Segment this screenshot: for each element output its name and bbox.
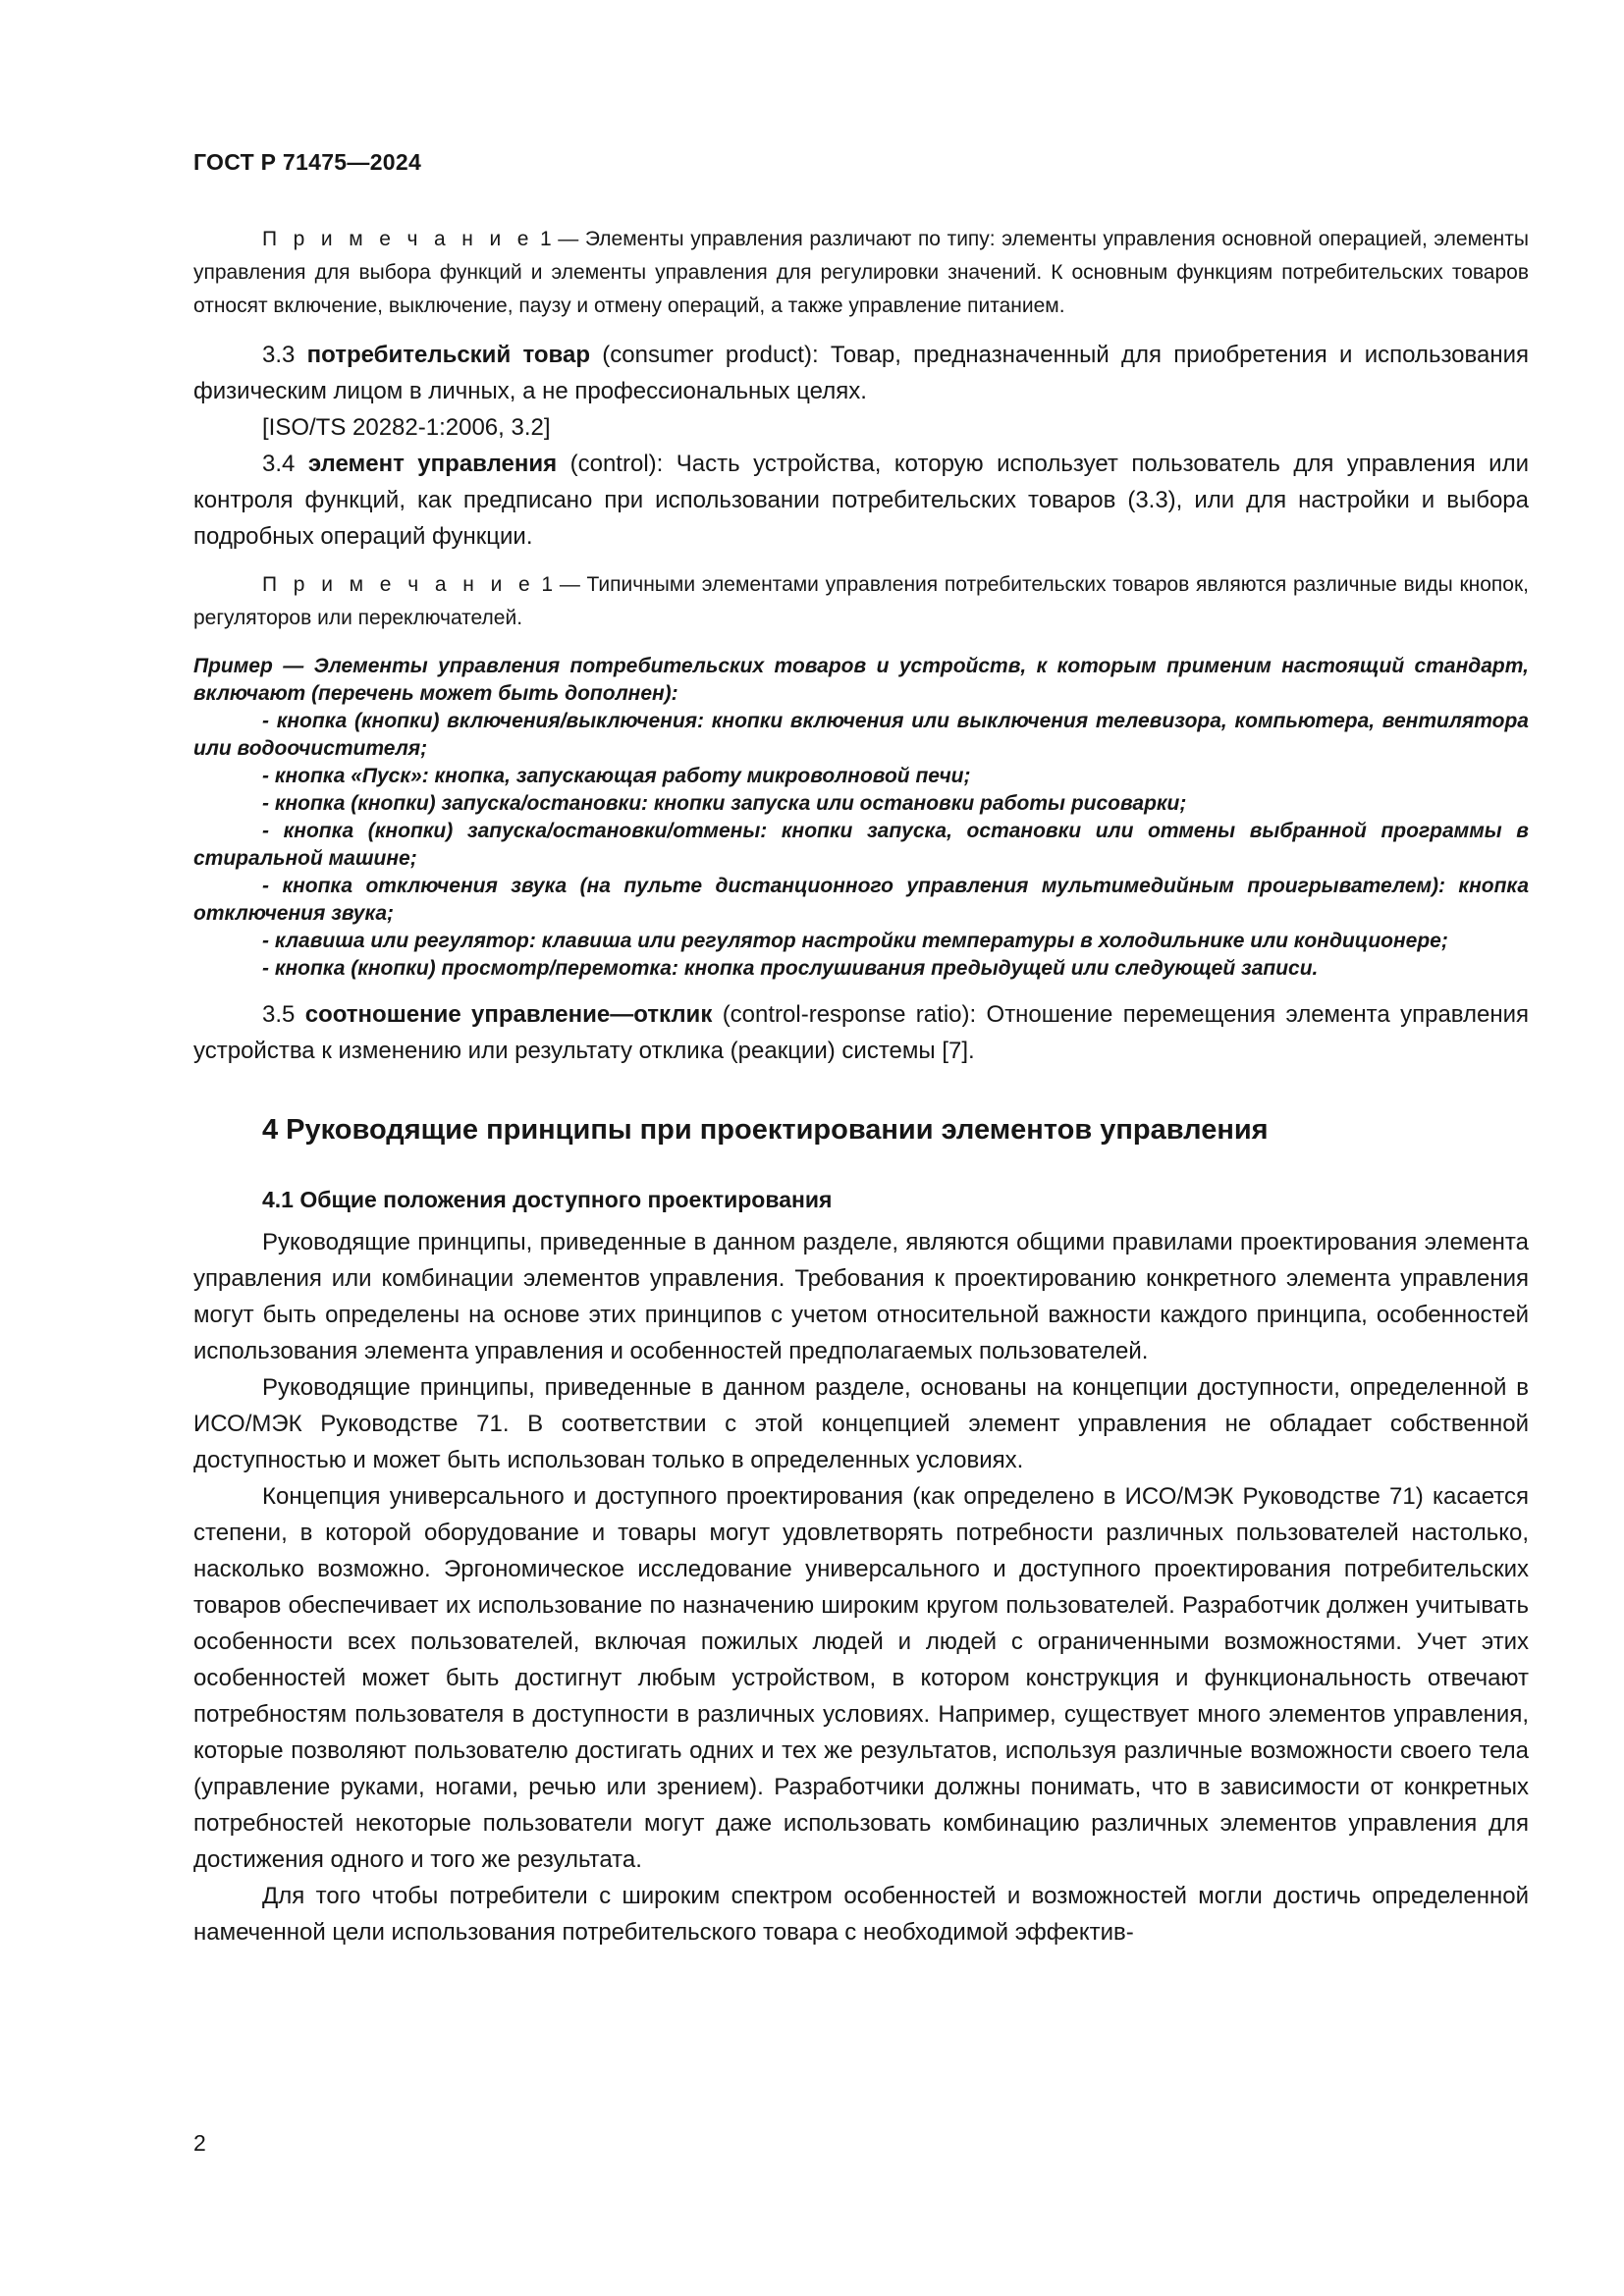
definition-term: элемент управления: [307, 451, 558, 477]
example-block: [193, 653, 1529, 983]
definition-3-4: [193, 446, 1529, 555]
section-4-1-paragraph: Руководящие принципы, приведенные в данном разделе, основаны на концепции доступности, определенной в ИСО/МЭК Руководстве 71. В соответствии с этой концепцией элемент управления не обладает собственной доступностью и может быть использован только в определенных условиях.: [193, 1374, 1529, 1473]
definition-text: (consumer product): Товар, предназначенный для приобретения и использования физическим лицом в личных, а не профессиональных целях.: [193, 342, 1530, 404]
example-item: - кнопка отключения звука (на пульте дистанционного управления мультимедийным проигрывателем): кнопка отключения звука;: [193, 875, 1529, 925]
definition-term: потребительский товар: [306, 342, 591, 368]
note-label: П р и м е ч а н и е: [262, 228, 534, 250]
definition-3-3-reference: [ISO/TS 20282-1:2006, 3.2]: [262, 414, 551, 441]
page-number: 2: [193, 2130, 206, 2156]
definition-number: 3.5: [262, 1001, 305, 1028]
note-text: 1 — Типичными элементами управления потребительских товаров являются различные виды кнопок, регуляторов или переключателей.: [193, 573, 1529, 629]
definition-3-3: [193, 337, 1529, 409]
example-intro: Пример — Элементы управления потребительских товаров и устройств, к которым применим настоящий стандарт, включают (перечень может быть дополнен):: [193, 655, 1529, 705]
note-3-2: [193, 223, 1529, 323]
definition-text: (control): Часть устройства, которую использует пользователь для управления или контроля функций, как предписано при использовании потребительских товаров (3.3), или для настройки и выбора подробных операций функции.: [193, 451, 1530, 550]
example-item: - кнопка «Пуск»: кнопка, запускающая работу микроволновой печи;: [262, 765, 971, 787]
example-item: - кнопка (кнопки) запуска/остановки/отмены: кнопки запуска, остановки или отмены выбранной программы в стиральной машине;: [193, 820, 1529, 870]
document-body: [193, 223, 1529, 1950]
definition-number: 3.3: [262, 342, 307, 368]
section-4-1-paragraph: Руководящие принципы, приведенные в данном разделе, являются общими правилами проектирования элемента управления или комбинации элементов управления. Требования к проектированию конкретного элемента управления могут быть определены на основе этих принципов с учетом относительной важности каждого принципа, особенностей использования элемента управления и особенностей предполагаемых пользователей.: [193, 1229, 1529, 1364]
definition-3-5: [193, 996, 1529, 1069]
definition-term: соотношение управление—отклик: [304, 1001, 713, 1028]
section-4-1-paragraph: Концепция универсального и доступного проектирования (как определено в ИСО/МЭК Руководстве 71) касается степени, в которой оборудование и товары могут удовлетворять потребности различных пользователей настолько, насколько возможно. Эргономическое исследование универсального и доступного проектирования потребительских товаров обеспечивает их использование по назначению широким кругом пользователей. Разработчик должен учитывать особенности всех пользователей, включая пожилых людей и людей с ограниченными возможностями. Учет этих особенностей может быть достигнут любым устройством, в котором конструкция и функциональность отвечают потребностям пользователя в доступности в различных условиях. Например, существует много элементов управления, которые позволяют пользователю достигать одних и тех же результатов, используя различные возможности своего тела (управление руками, ногами, речью или зрением). Разработчики должны понимать, что в зависимости от конкретных потребностей некоторые пользователи могут даже использовать комбинацию различных элементов управления для достижения одного и того же результата.: [193, 1483, 1529, 1873]
example-item: - кнопка (кнопки) включения/выключения: кнопки включения или выключения телевизора, компьютера, вентилятора или водоочистителя;: [193, 710, 1529, 760]
example-item: - клавиша или регулятор: клавиша или регулятор настройки температуры в холодильнике или кондиционере;: [262, 930, 1448, 952]
example-item: - кнопка (кнопки) запуска/остановки: кнопки запуска или остановки работы рисоварки;: [262, 792, 1187, 815]
document-header: ГОСТ Р 71475—2024: [193, 149, 422, 175]
example-item: - кнопка (кнопки) просмотр/перемотка: кнопка прослушивания предыдущей или следующей записи.: [262, 957, 1319, 980]
note-label: П р и м е ч а н и е: [262, 573, 535, 596]
note-text: 1 — Элементы управления различают по типу: элементы управления основной операцией, элементы управления для выбора функций и элементы управления для регулировки значений. К основным функциям потребительских товаров относят включение, выключение, паузу и отмену операций, а также управление питанием.: [193, 228, 1529, 317]
note-3-4: [193, 568, 1529, 635]
subsection-4-1-heading: 4.1 Общие положения доступного проектирования: [262, 1187, 833, 1212]
section-4-heading: 4 Руководящие принципы при проектировании элементов управления: [262, 1114, 1269, 1146]
definition-number: 3.4: [262, 451, 308, 477]
definition-text: (control-response ratio): Отношение перемещения элемента управления устройства к изменению или результату отклика (реакции) системы [7].: [193, 1001, 1529, 1064]
section-4-1-paragraph: Для того чтобы потребители с широким спектром особенностей и возможностей могли достичь определенной намеченной цели использования потребительского товара с необходимой эффектив-: [193, 1883, 1529, 1946]
